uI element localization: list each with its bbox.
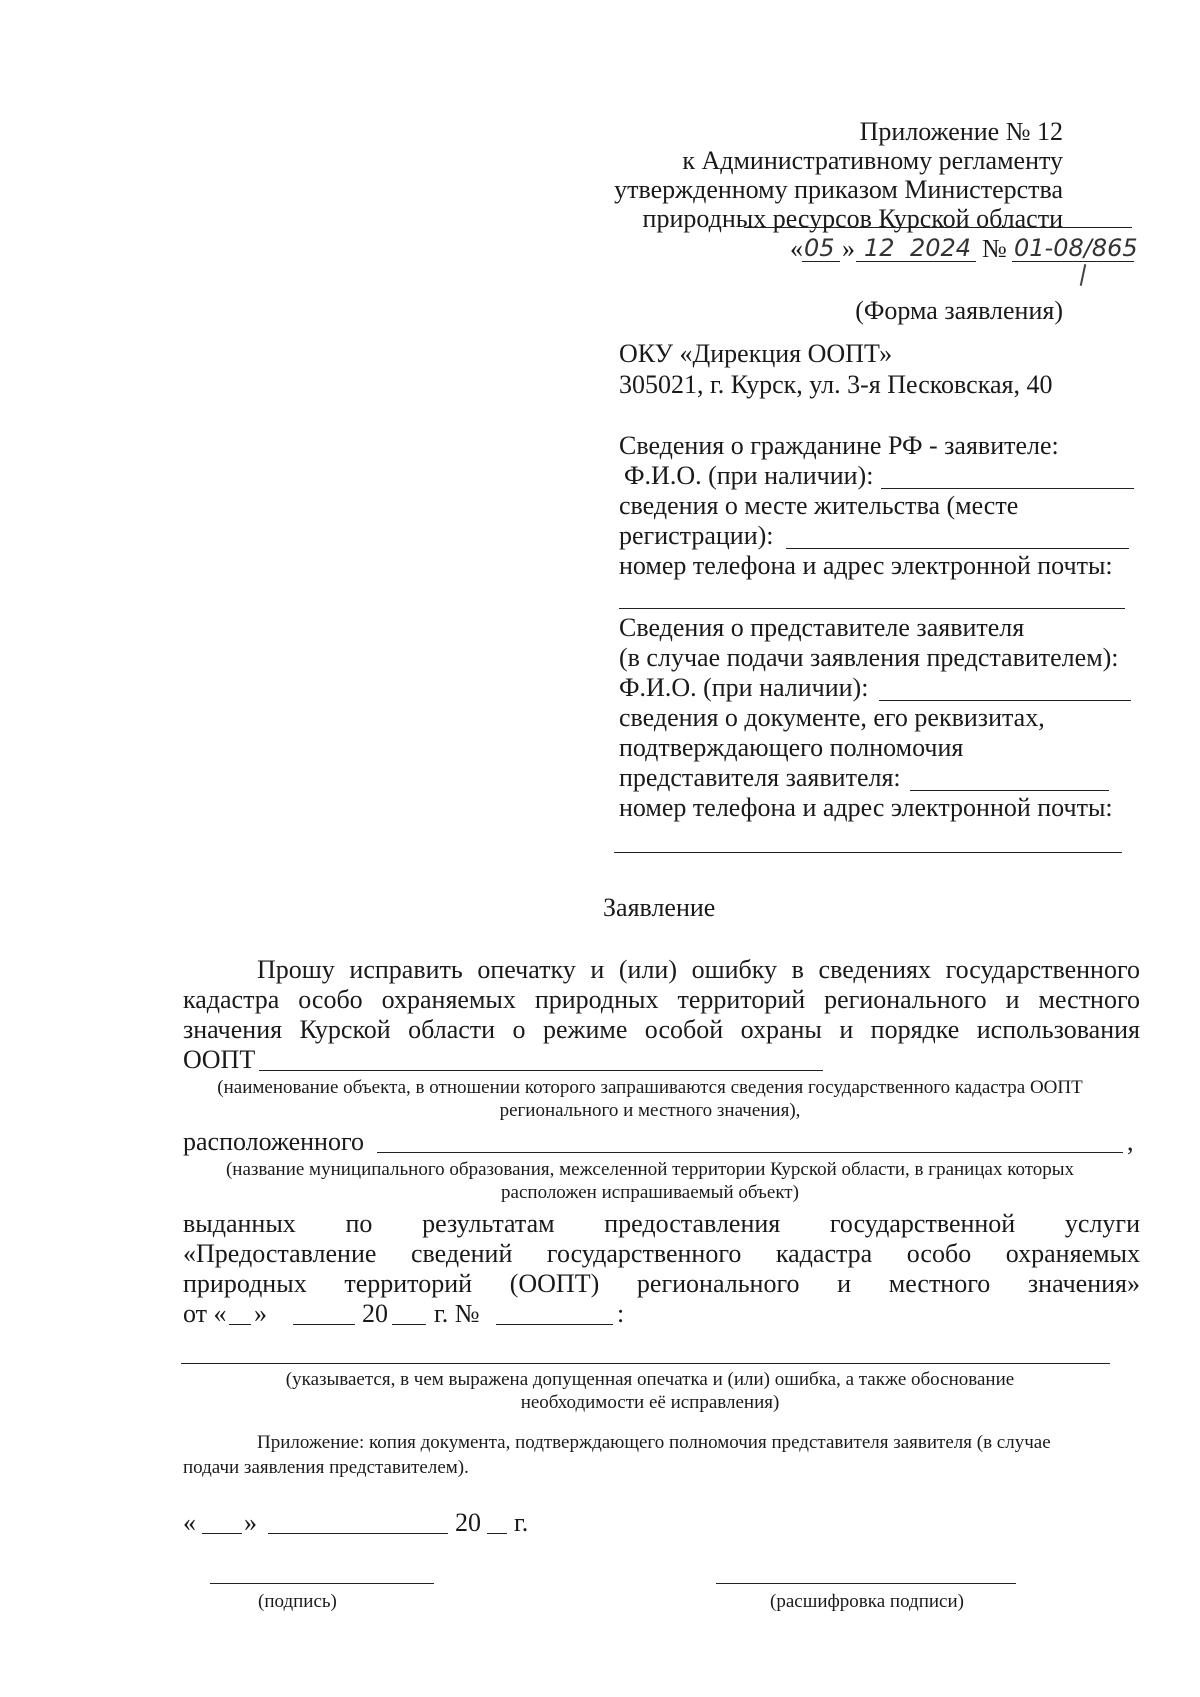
from-year-prefix: 20 [362,1299,388,1328]
representative-doc-label3: представителя заявителя: [619,763,901,792]
applicant-residence-label2: регистрации): [619,521,774,550]
footer-date-open: « [183,1508,196,1537]
from-day-field[interactable] [229,1324,251,1325]
representative-fio-field[interactable] [879,700,1131,701]
body-p2-line2: «Предоставление сведений государственного кадастра особо охраняемых [183,1239,1140,1268]
representative-contacts-field[interactable] [614,852,1122,853]
attachment-line1: Приложение: копия документа, подтверждающего полномочия представителя заявителя (в случае [257,1432,1051,1453]
order-date-number [790,228,1140,268]
footer-year-prefix: 20 [455,1508,481,1537]
body-p2-line3: природных территорий (ООПТ) регионального и местного значения» [183,1269,1140,1298]
hint-correction-line1: (указывается, в чем выражена допущенная опечатка и (или) ошибка, а также обоснование [285,1369,1015,1390]
date-day: 05 [804,234,835,262]
addressee-address: 305021, г. Курск, ул. 3-я Песковская, 40 [619,370,1053,399]
representative-fio-label: Ф.И.О. (при наличии): [619,673,869,702]
appendix-line3: утвержденному приказом Министерства [614,175,1063,204]
applicant-fio-label: Ф.И.О. (при наличии): [624,461,874,490]
body-p1-line4: ООПТ [183,1045,256,1074]
date-month: 12 [864,234,895,262]
footer-date-close: » [244,1508,257,1537]
applicant-residence-field[interactable] [786,548,1129,549]
applicant-contacts-field[interactable] [619,608,1125,609]
applicant-contacts-label: номер телефона и адрес электронной почты: [619,551,1113,580]
applicant-heading: Сведения о гражданине РФ - заявителе: [619,431,1059,460]
form-type: (Форма заявления) [855,296,1063,325]
signature-decode-field[interactable] [716,1583,1016,1584]
from-date-close: » [254,1299,267,1328]
from-g-number: г. № [434,1299,480,1328]
representative-doc-label1: сведения о документе, его реквизитах, [619,703,1045,732]
hint-object-line2: регионального и местного значения), [499,1100,801,1121]
representative-heading2: (в случае подачи заявления представителем): [619,643,1119,672]
applicant-residence-label1: сведения о месте жительства (месте [619,491,1019,520]
from-number-field[interactable] [496,1324,613,1325]
hint-correction-line2: необходимости её исправления) [520,1392,780,1413]
located-comma: , [1127,1127,1134,1156]
applicant-fio-field[interactable] [881,488,1134,489]
footer-month-field[interactable] [268,1533,448,1534]
hint-municipality-line2: расположен испрашиваемый объект) [501,1182,799,1203]
municipality-field[interactable] [377,1152,1123,1153]
body-p1-line2: кадастра особо охраняемых природных территорий регионального и местного [183,985,1140,1014]
body-p2-line1: выданных по результатам предоставления государственной услуги [183,1209,1140,1238]
correction-description-field[interactable] [181,1363,1110,1364]
body-p1-line1: Прошу исправить опечатку и (или) ошибку в сведениях государственного [257,955,1140,984]
date-close-quote: » [842,234,855,263]
from-colon: : [617,1299,625,1328]
attachment-line2: подачи заявления представителем). [183,1457,469,1478]
located-label: расположенного [183,1127,364,1156]
representative-doc-field[interactable] [910,790,1109,791]
signature-decode-label: (расшифровка подписи) [770,1591,964,1612]
footer-year-field[interactable] [487,1533,507,1534]
signature-label: (подпись) [258,1591,337,1612]
representative-heading1: Сведения о представителе заявителя [619,613,1025,642]
hint-object-line1: (наименование объекта, в отношении которого запрашиваются сведения государственного кадастра ООПТ [217,1077,1083,1098]
representative-doc-label2: подтверждающего полномочия [619,733,964,762]
body-p1-line3: значения Курской области о режиме особой охраны и порядке использования [183,1015,1140,1044]
appendix-line2: к Административному регламенту [682,146,1063,175]
hint-municipality-line1: (название муниципального образования, межселенной территории Курской области, в границах которых [225,1159,1075,1180]
footer-g: г. [514,1508,529,1537]
footer-day-field[interactable] [202,1533,242,1534]
order-number: 01-08/865 [1014,234,1138,262]
appendix-line4: природных ресурсов Курской области [642,204,1063,233]
from-year-field[interactable] [392,1324,426,1325]
from-month-field[interactable] [293,1324,355,1325]
appendix-line1: Приложение № 12 [859,117,1063,146]
date-year: 2024 [910,234,972,262]
number-sign: № [982,234,1007,263]
from-date-open: от « [183,1299,227,1328]
document-title: Заявление [603,893,716,922]
object-name-field[interactable] [259,1070,823,1071]
addressee-org: ОКУ «Дирекция ООПТ» [619,339,893,368]
signature-field[interactable] [210,1583,434,1584]
representative-contacts-label: номер телефона и адрес электронной почты: [619,793,1113,822]
date-open-quote: « [790,234,803,263]
